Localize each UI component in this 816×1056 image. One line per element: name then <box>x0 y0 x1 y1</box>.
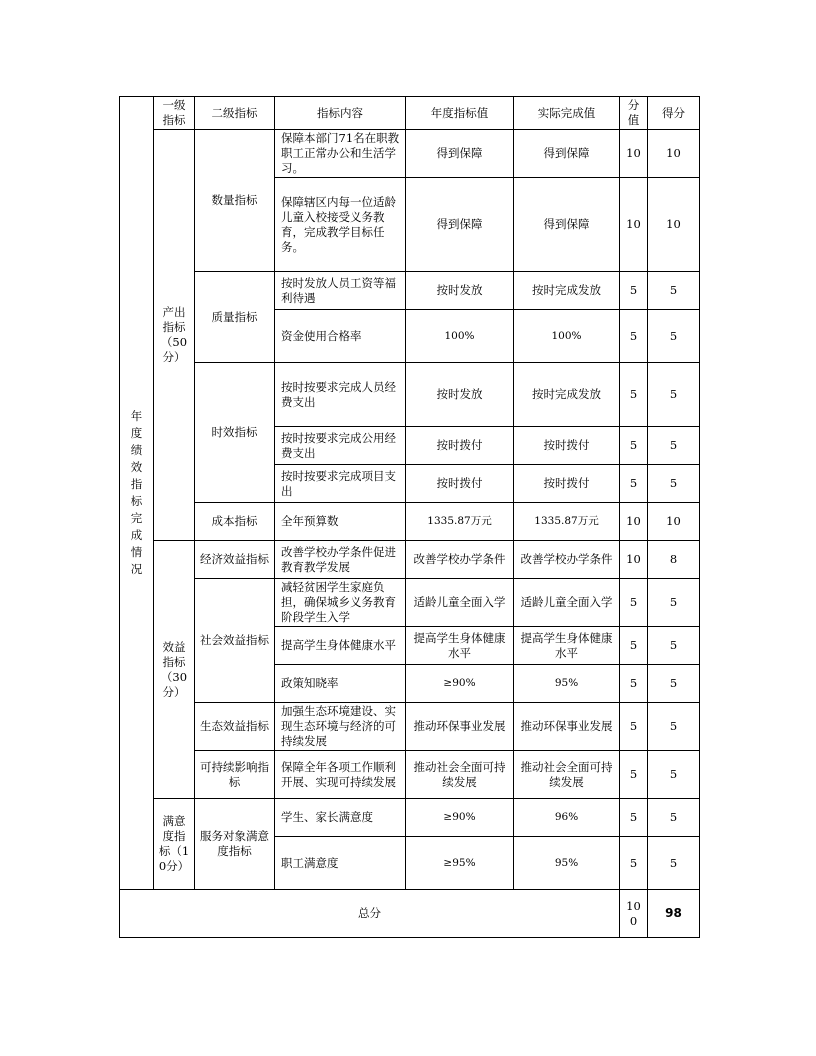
group-satisfaction: 满意度指标（10分） <box>154 799 195 890</box>
row-weight: 5 <box>620 272 648 310</box>
row-actual: 提高学生身体健康水平 <box>514 627 620 665</box>
row-content: 加强生态环境建设、实现生态环境与经济的可持续发展 <box>275 703 406 751</box>
subgroup-cost: 成本指标 <box>195 503 275 541</box>
row-content: 按时按要求完成人员经费支出 <box>275 363 406 427</box>
row-actual: 得到保障 <box>514 178 620 272</box>
row-target: 1335.87万元 <box>406 503 514 541</box>
header-content: 指标内容 <box>275 97 406 130</box>
row-actual: 得到保障 <box>514 130 620 178</box>
row-content: 保障全年各项工作顺利开展、实现可持续发展 <box>275 751 406 799</box>
row-score: 5 <box>648 703 700 751</box>
row-target: 改善学校办学条件 <box>406 541 514 579</box>
row-score: 5 <box>648 799 700 837</box>
row-content: 提高学生身体健康水平 <box>275 627 406 665</box>
row-weight: 5 <box>620 310 648 363</box>
row-weight: 10 <box>620 178 648 272</box>
row-score: 5 <box>648 627 700 665</box>
row-weight: 10 <box>620 503 648 541</box>
row-actual: 按时拨付 <box>514 465 620 503</box>
row-target: 100% <box>406 310 514 363</box>
row-actual: 按时完成发放 <box>514 272 620 310</box>
subgroup-ecological: 生态效益指标 <box>195 703 275 751</box>
table-row <box>120 703 700 751</box>
row-weight: 10 <box>620 130 648 178</box>
total-score: 98 <box>648 890 700 938</box>
performance-table <box>119 96 700 938</box>
table-row <box>120 799 700 837</box>
header-level1: 一级指标 <box>154 97 195 130</box>
row-actual: 95% <box>514 837 620 890</box>
row-content: 改善学校办学条件促进教育教学发展 <box>275 541 406 579</box>
row-weight: 5 <box>620 799 648 837</box>
header-row <box>120 97 700 130</box>
table-row <box>120 363 700 427</box>
group-benefit: 效益指标（30分） <box>154 541 195 799</box>
row-target: 按时拨付 <box>406 427 514 465</box>
subgroup-service: 服务对象满意度指标 <box>195 799 275 890</box>
subgroup-sustainable: 可持续影响指标 <box>195 751 275 799</box>
row-target: 推动环保事业发展 <box>406 703 514 751</box>
row-weight: 5 <box>620 579 648 627</box>
section-label: 年度绩效指标完成情况 <box>120 97 154 890</box>
row-weight: 5 <box>620 427 648 465</box>
header-weight: 分值 <box>620 97 648 130</box>
header-score: 得分 <box>648 97 700 130</box>
row-score: 8 <box>648 541 700 579</box>
row-target: 适龄儿童全面入学 <box>406 579 514 627</box>
row-weight: 10 <box>620 541 648 579</box>
row-weight: 5 <box>620 665 648 703</box>
row-weight: 5 <box>620 751 648 799</box>
row-actual: 推动社会全面可持续发展 <box>514 751 620 799</box>
table-row <box>120 541 700 579</box>
row-target: 得到保障 <box>406 130 514 178</box>
row-content: 按时发放人员工资等福利待遇 <box>275 272 406 310</box>
row-target: ≥90% <box>406 665 514 703</box>
row-target: 按时拨付 <box>406 465 514 503</box>
row-content: 资金使用合格率 <box>275 310 406 363</box>
subgroup-quantity: 数量指标 <box>195 130 275 272</box>
header-target: 年度指标值 <box>406 97 514 130</box>
table-row <box>120 751 700 799</box>
row-actual: 推动环保事业发展 <box>514 703 620 751</box>
header-actual: 实际完成值 <box>514 97 620 130</box>
row-content: 学生、家长满意度 <box>275 799 406 837</box>
row-target: 按时发放 <box>406 272 514 310</box>
row-score: 5 <box>648 665 700 703</box>
row-actual: 按时完成发放 <box>514 363 620 427</box>
subgroup-social: 社会效益指标 <box>195 579 275 703</box>
header-level2: 二级指标 <box>195 97 275 130</box>
row-score: 5 <box>648 272 700 310</box>
row-content: 减轻贫困学生家庭负担，确保城乡义务教育阶段学生入学 <box>275 579 406 627</box>
row-actual: 100% <box>514 310 620 363</box>
row-weight: 5 <box>620 837 648 890</box>
row-actual: 按时拨付 <box>514 427 620 465</box>
row-actual: 95% <box>514 665 620 703</box>
row-content: 职工满意度 <box>275 837 406 890</box>
row-score: 5 <box>648 579 700 627</box>
row-score: 10 <box>648 130 700 178</box>
row-target: 得到保障 <box>406 178 514 272</box>
row-target: ≥95% <box>406 837 514 890</box>
row-actual: 96% <box>514 799 620 837</box>
row-content: 保障本部门71名在职教职工正常办公和生活学习。 <box>275 130 406 178</box>
row-actual: 改善学校办学条件 <box>514 541 620 579</box>
row-content: 政策知晓率 <box>275 665 406 703</box>
row-content: 按时按要求完成项目支出 <box>275 465 406 503</box>
row-score: 10 <box>648 178 700 272</box>
row-weight: 5 <box>620 627 648 665</box>
row-score: 5 <box>648 751 700 799</box>
row-actual: 1335.87万元 <box>514 503 620 541</box>
group-output: 产出指标（50分） <box>154 130 195 541</box>
row-score: 5 <box>648 465 700 503</box>
row-target: ≥90% <box>406 799 514 837</box>
row-content: 全年预算数 <box>275 503 406 541</box>
table-row <box>120 503 700 541</box>
row-score: 5 <box>648 837 700 890</box>
row-target: 提高学生身体健康水平 <box>406 627 514 665</box>
subgroup-quality: 质量指标 <box>195 272 275 363</box>
total-label: 总分 <box>120 890 620 938</box>
row-content: 按时按要求完成公用经费支出 <box>275 427 406 465</box>
table-row <box>120 130 700 178</box>
row-score: 5 <box>648 310 700 363</box>
row-score: 10 <box>648 503 700 541</box>
row-weight: 5 <box>620 363 648 427</box>
table-row <box>120 272 700 310</box>
row-weight: 5 <box>620 465 648 503</box>
total-weight: 100 <box>620 890 648 938</box>
subgroup-timeliness: 时效指标 <box>195 363 275 503</box>
row-weight: 5 <box>620 703 648 751</box>
row-actual: 适龄儿童全面入学 <box>514 579 620 627</box>
row-target: 按时发放 <box>406 363 514 427</box>
row-content: 保障辖区内每一位适龄儿童入校接受义务教育，完成教学目标任务。 <box>275 178 406 272</box>
row-score: 5 <box>648 427 700 465</box>
total-row <box>120 890 700 938</box>
row-score: 5 <box>648 363 700 427</box>
row-target: 推动社会全面可持续发展 <box>406 751 514 799</box>
table-row <box>120 579 700 627</box>
subgroup-economic: 经济效益指标 <box>195 541 275 579</box>
